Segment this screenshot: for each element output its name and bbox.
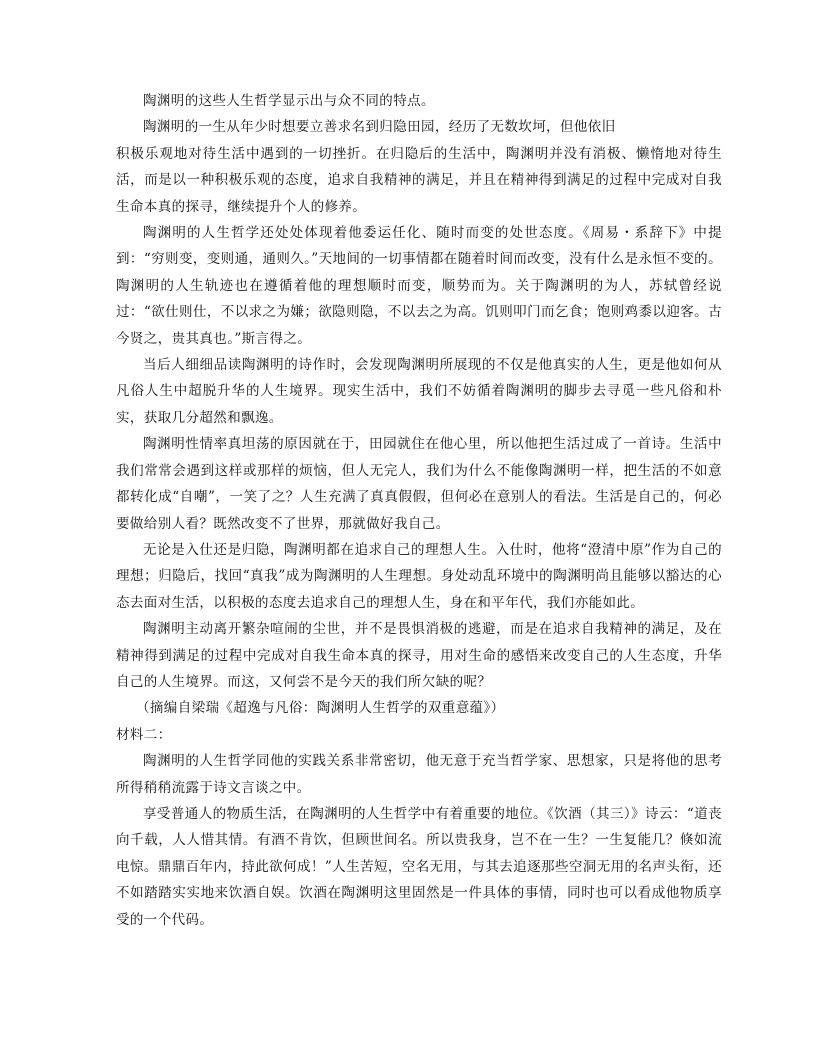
paragraph-3: 积极乐观地对待生活中遇到的一切挫折。在归隐后的生活中，陶渊明并没有消极、懒惰地对待生活，而是以一种积极乐观的态度，追求自我精神的满足，并且在精神得到满足的过程中完成对自我生命本真的探寻，继续提升个人的修养。 <box>116 145 722 215</box>
source-attribution: （摘编自梁瑞《超逸与凡俗：陶渊明人生哲学的双重意蕴》） <box>136 700 505 717</box>
paragraph-5: 当后人细细品读陶渊明的诗作时，会发现陶渊明所展现的不仅是他真实的人生，更是他如何从凡俗人生中超脱升华的人生境界。现实生活中，我们不妨循着陶渊明的脚步去寻觅一些凡俗和朴实，获取几分超然和飘逸。 <box>116 357 722 426</box>
material2-paragraph-2: 享受普通人的物质生活，在陶渊明的人生哲学中有着重要的地位。《饮酒（其三）》诗云：“道丧向千载，人人惜其情。有酒不肯饮，但顾世间名。所以贵我身，岂不在一生？一生复能几？倏如流电惊。鼎鼎百年内，持此欲何成！”人生苦短，空名无用，与其去追逐那些空洞无用的名声头衔，还不如踏踏实实地来饮酒自娱。饮酒在陶渊明这里固然是一件具体的事情，同时也可以看成他物质享受的一个代码。 <box>116 805 722 928</box>
paragraph-4: 陶渊明的人生哲学还处处体现着他委运任化、随时而变的处世态度。《周易・系辞下》中提到：“穷则变，变则通，通则久。”天地间的一切事情都在随着时间而改变，没有什么是永恒不变的。陶渊明的人生轨迹也在遵循着他的理想顺时而变，顺势而为。关于陶渊明的为人，苏轼曾经说过：“欲仕则仕，不以求之为嫌；欲隐则隐，不以去之为高。饥则叩门而乞食；饱则鸡黍以迎客。古今贤之，贵其真也。”斯言得之。 <box>116 225 722 347</box>
section-label-material-2: 材料二： <box>116 726 172 743</box>
paragraph-7: 无论是入仕还是归隐，陶渊明都在追求自己的理想人生。入仕时，他将“澄清中原”作为自己的理想；归隐后，找回“真我”成为陶渊明的人生理想。身处动乱环境中的陶渊明尚且能够以豁达的心态去面对生活，以积极的态度去追求自己的理想人生，身在和平年代，我们亦能如此。 <box>116 541 722 611</box>
document-page <box>116 88 722 933</box>
material2-paragraph-1: 陶渊明的人生哲学同他的实践关系非常密切，他无意于充当哲学家、思想家，只是将他的思考所得稍稍流露于诗文言谈之中。 <box>116 753 722 796</box>
paragraph-6: 陶渊明性情率真坦荡的原因就在于，田园就住在他心里，所以他把生活过成了一首诗。生活中我们常常会遇到这样或那样的烦恼，但人无完人，我们为什么不能像陶渊明一样，把生活的不如意都转化成“自嘲”，一笑了之？人生充满了真真假假，但何必在意别人的看法。生活是自己的，何必要做给别人看？既然改变不了世界，那就做好我自己。 <box>116 436 722 532</box>
paragraph-1: 陶渊明的这些人生哲学显示出与众不同的特点。 <box>143 93 435 109</box>
paragraph-2: 陶渊明的一生从年少时想要立善求名到归隐田园，经历了无数坎坷，但他依旧 <box>143 119 616 136</box>
paragraph-8: 陶渊明主动离开繁杂喧闹的尘世，并不是畏惧消极的逃避，而是在追求自我精神的满足，及在精神得到满足的过程中完成对自我生命本真的探寻，用对生命的感悟来改变自己的人生态度，升华自己的人生境界。而这，又何尝不是今天的我们所欠缺的呢？ <box>116 621 722 690</box>
